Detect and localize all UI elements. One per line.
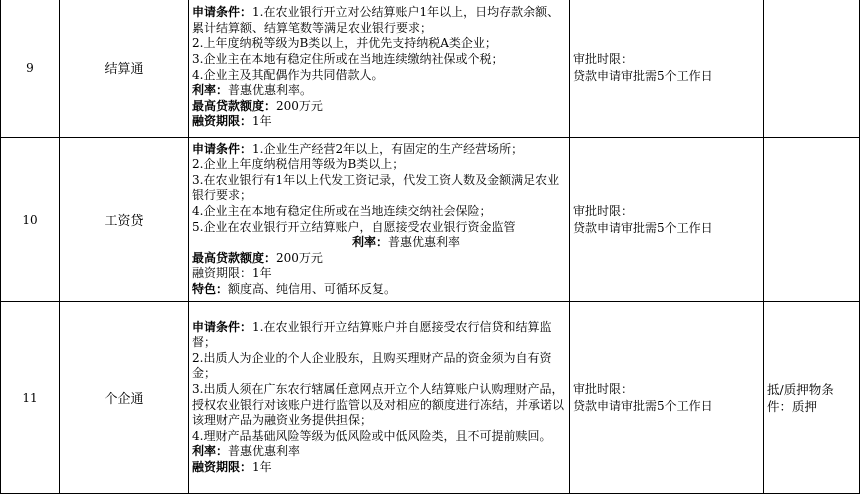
table-row [1,302,860,494]
rate-value: 普惠优惠利率 [388,235,461,250]
approval-label: 审批时限： [573,51,634,66]
approval-value: 贷款申请审批需5个工作日 [573,220,713,235]
term-value: 1年 [252,114,272,129]
row-number: 9 [1,0,60,138]
collateral-cell [764,138,860,302]
max-amount-label: 最高贷款额度： [192,250,277,265]
apply-label: 申请条件： [192,141,253,156]
approval-cell [570,302,764,494]
apply-item: 2.出质人为企业的个人企业股东，且购买理财产品的资金须为自有资金； [192,350,552,381]
product-name: 结算通 [60,0,189,138]
collateral-cell [764,0,860,138]
apply-item: 2.上年度纳税等级为B类以上，并优先支持纳税A类企业； [192,36,497,51]
apply-item: 4.企业主及其配偶作为共同借款人。 [192,67,384,82]
row-number: 11 [1,302,60,494]
rate-label: 利率： [192,83,229,98]
apply-item: 3.出质人须在广东农行辖属任意网点开立个人结算账户认购理财产品，授权农业银行对该账户进行监管以及对相应的额度进行冻结，并承诺以该理财产品为融资业务提供担保； [192,381,565,428]
max-amount-value: 200万元 [276,98,323,113]
apply-item: 4.企业主在本地有稳定住所或在当地连续交纳社会保险； [192,203,492,218]
approval-label: 审批时限： [573,203,634,218]
feature-value: 额度高、纯信用、可循环反复。 [228,281,397,296]
apply-item: 1.企业生产经营2年以上，有固定的生产经营场所； [252,141,524,156]
term-label: 融资期限： [192,459,253,474]
max-amount-label: 最高贷款额度： [192,98,277,113]
apply-label: 申请条件： [192,319,253,334]
approval-cell [570,138,764,302]
apply-item: 3.在农业银行有1年以上代发工资记录，代发工资人数及金额满足农业银行要求； [192,172,560,203]
rate-label: 利率： [192,444,229,459]
rate-label: 利率： [352,235,389,250]
apply-label: 申请条件： [192,5,253,20]
table-row [1,138,860,302]
term-label: 融资期限： [192,114,253,129]
row-number: 10 [1,138,60,302]
rate-value: 普惠优惠利率 [228,444,301,459]
apply-item: 4.理财产品基础风险等级为低风险或中低风险类，且不可提前赎回。 [192,428,552,443]
term-label: 融资期限： [192,266,253,281]
apply-item: 2.企业上年度纳税信用等级为B类以上； [192,157,405,172]
apply-item: 1.在农业银行开立结算账户并自愿接受农行信贷和结算监督； [192,319,552,350]
approval-value: 贷款申请审批需5个工作日 [573,68,713,83]
collateral-cell: 抵/质押物条件：质押 [764,302,860,494]
approval-label: 审批时限： [573,381,634,396]
conditions-cell [189,138,570,302]
apply-item: 1.在农业银行开立对公结算账户1年以上，日均存款余额、累计结算额、结算笔数等满足农业银行要求； [192,5,560,35]
apply-item: 5.企业在农业银行开立结算账户，自愿接受农业银行资金监管 [192,219,516,234]
apply-item: 3.企业主在本地有稳定住所或在当地连续缴纳社保或个税； [192,51,504,66]
product-name: 工资贷 [60,138,189,302]
approval-value: 贷款申请审批需5个工作日 [573,398,713,413]
product-name: 个企通 [60,302,189,494]
conditions-cell [189,0,570,138]
max-amount-value: 200万元 [276,250,323,265]
approval-cell [570,0,764,138]
rate-value: 普惠优惠利率。 [228,83,313,98]
feature-label: 特色： [192,281,229,296]
term-value: 1年 [252,266,272,281]
conditions-cell [189,302,570,494]
table-row [1,0,860,138]
term-value: 1年 [252,459,272,474]
